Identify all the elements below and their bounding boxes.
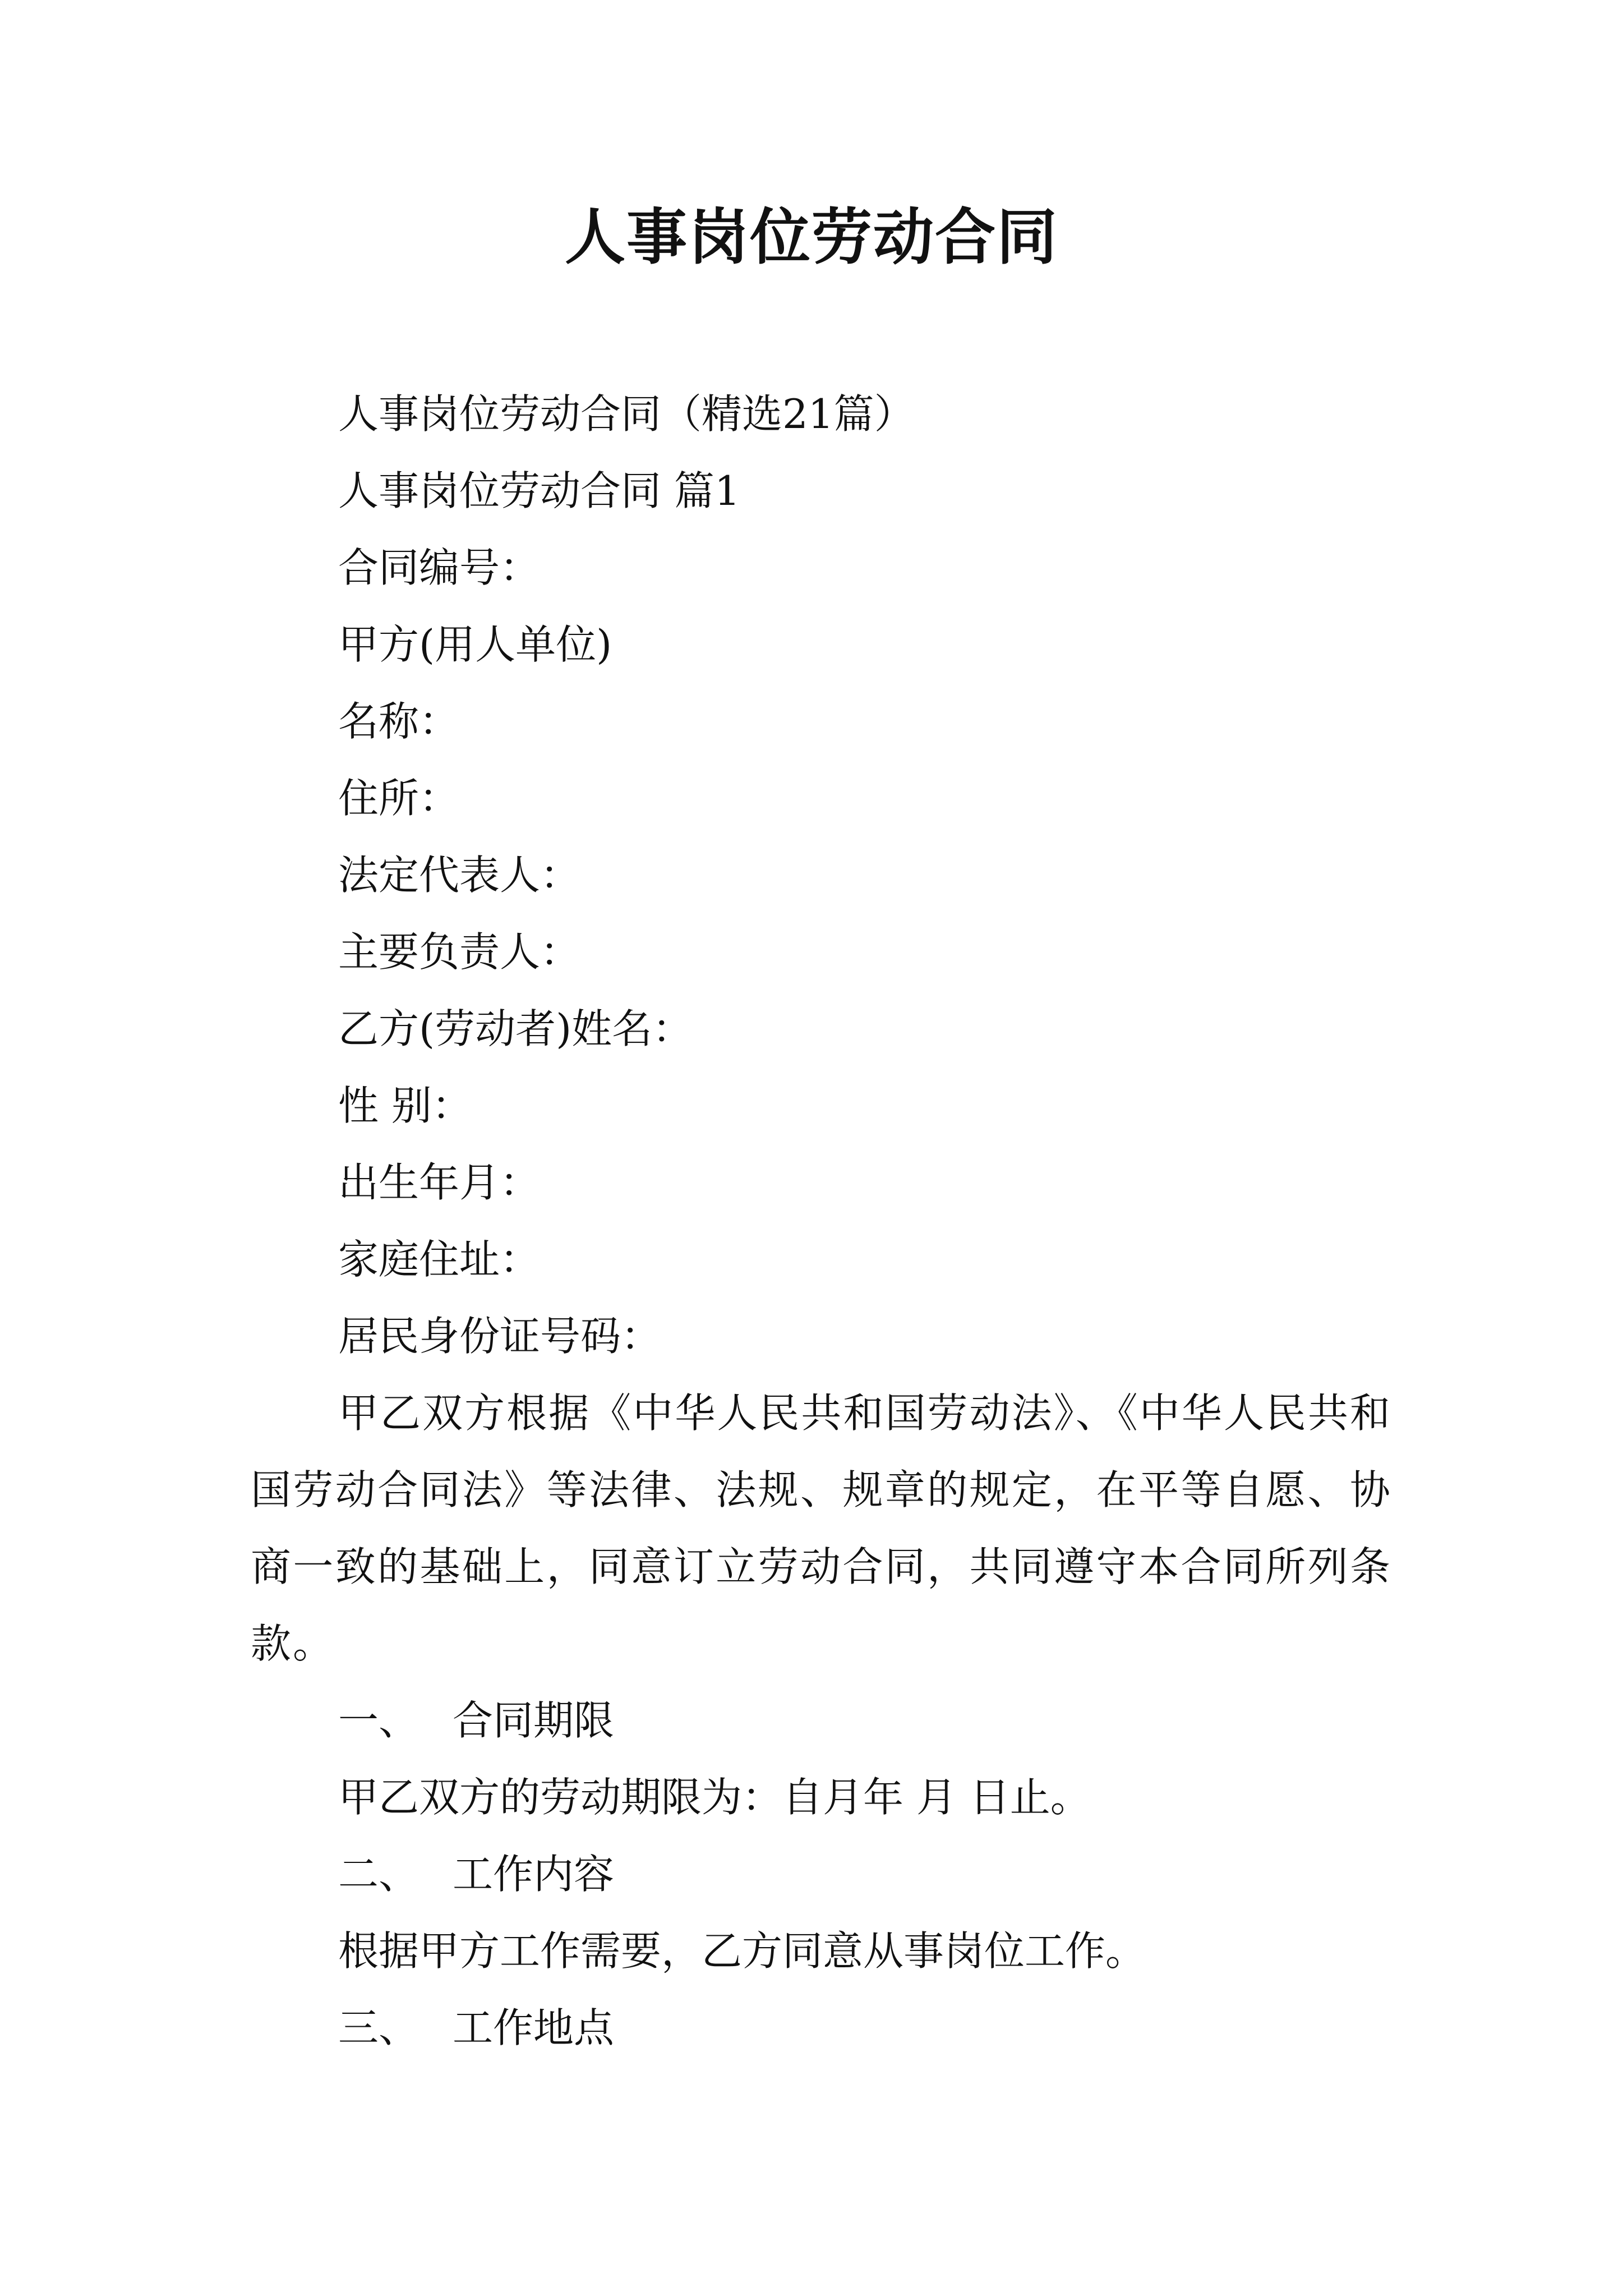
document-title: 人事岗位劳动合同	[564, 202, 1058, 273]
clause-1-title: 合同期限	[453, 1697, 615, 1744]
clause-3-heading	[251, 1990, 1392, 2067]
field-home-address: 家庭住址：	[338, 1236, 541, 1283]
field-name: 名称：	[338, 698, 460, 745]
subtitle: 人事岗位劳动合同（精选21篇）	[338, 390, 915, 438]
field-party-b-name: 乙方(劳动者)姓名：	[338, 1005, 693, 1052]
section-title: 人事岗位劳动合同 篇1	[338, 467, 740, 514]
field-party-a: 甲方(用人单位)	[338, 621, 612, 668]
field-principal: 主要负责人：	[338, 928, 581, 976]
field-contract-number: 合同编号：	[338, 544, 541, 591]
field-birth-date: 出生年月：	[338, 1159, 541, 1206]
field-gender: 性 别：	[338, 1082, 472, 1129]
clause-2-heading	[251, 1836, 1392, 1913]
clause-1-text: 甲乙双方的劳动期限为：自月年 月 日止。	[338, 1774, 1091, 1821]
intro-paragraph: 甲乙双方根据《中华人民共和国劳动法》、《中华人民共和国劳动合同法》等法律、法规、规章的规定，在平等自愿、协商一致的基础上，同意订立劳动合同，共同遵守本合同所列条款。	[251, 1389, 1392, 1667]
clause-3-title: 工作地点	[453, 2004, 615, 2051]
field-legal-representative: 法定代表人：	[338, 852, 581, 899]
field-id-number: 居民身份证号码：	[338, 1313, 662, 1360]
clause-2-text: 根据甲方工作需要，乙方同意从事岗位工作。	[338, 1927, 1146, 1975]
field-address: 住所：	[338, 775, 460, 822]
clause-3-number: 三、	[338, 2004, 419, 2051]
clause-1-number: 一、	[338, 1697, 419, 1744]
document-body	[251, 376, 1392, 2067]
clause-1-heading	[251, 1682, 1392, 1759]
clause-2-title: 工作内容	[453, 1851, 615, 1898]
clause-2-number: 二、	[338, 1851, 419, 1898]
